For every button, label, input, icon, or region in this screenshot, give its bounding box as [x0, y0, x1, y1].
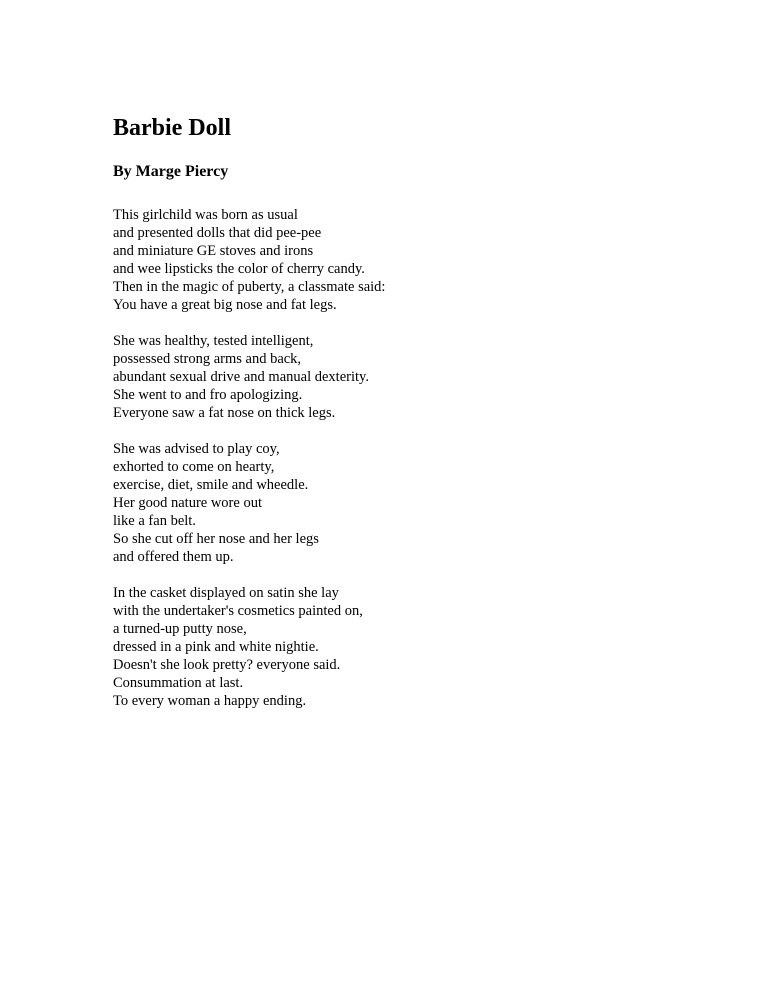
poem-line: and presented dolls that did pee-pee	[113, 225, 322, 241]
stanza-1	[113, 206, 385, 314]
poem-line: To every woman a happy ending.	[113, 693, 307, 709]
stanza-4	[113, 584, 385, 710]
stanza-3	[113, 440, 385, 566]
poem-line: and offered them up.	[113, 549, 234, 565]
poem-line: exercise, diet, smile and wheedle.	[113, 477, 309, 493]
poem-line: dressed in a pink and white nightie.	[113, 639, 319, 655]
poem-line: with the undertaker's cosmetics painted on,	[113, 603, 363, 619]
poem-line: This girlchild was born as usual	[113, 207, 298, 223]
poem-line: Her good nature wore out	[113, 495, 262, 511]
poem-line: exhorted to come on hearty,	[113, 459, 275, 475]
poem-line: She was healthy, tested intelligent,	[113, 333, 314, 349]
poem-body	[113, 206, 385, 728]
stanza-2	[113, 332, 385, 422]
poem-line: abundant sexual drive and manual dexterity.	[113, 369, 369, 385]
poem-line: Doesn't she look pretty? everyone said.	[113, 657, 341, 673]
poem-line: She was advised to play coy,	[113, 441, 280, 457]
poem-line: and miniature GE stoves and irons	[113, 243, 314, 259]
poem-title: Barbie Doll	[113, 115, 231, 141]
poem-line: and wee lipsticks the color of cherry candy.	[113, 261, 365, 277]
poem-line: possessed strong arms and back,	[113, 351, 302, 367]
poem-line: She went to and fro apologizing.	[113, 387, 303, 403]
poem-line: Then in the magic of puberty, a classmate said:	[113, 279, 386, 295]
poem-byline: By Marge Piercy	[113, 163, 229, 180]
poem-line: In the casket displayed on satin she lay	[113, 585, 339, 601]
poem-line: Everyone saw a fat nose on thick legs.	[113, 405, 336, 421]
poem-line: like a fan belt.	[113, 513, 196, 529]
poem-line: So she cut off her nose and her legs	[113, 531, 319, 547]
poem-line: You have a great big nose and fat legs.	[113, 297, 337, 313]
poem-line: Consummation at last.	[113, 675, 244, 691]
poem-line: a turned-up putty nose,	[113, 621, 247, 637]
